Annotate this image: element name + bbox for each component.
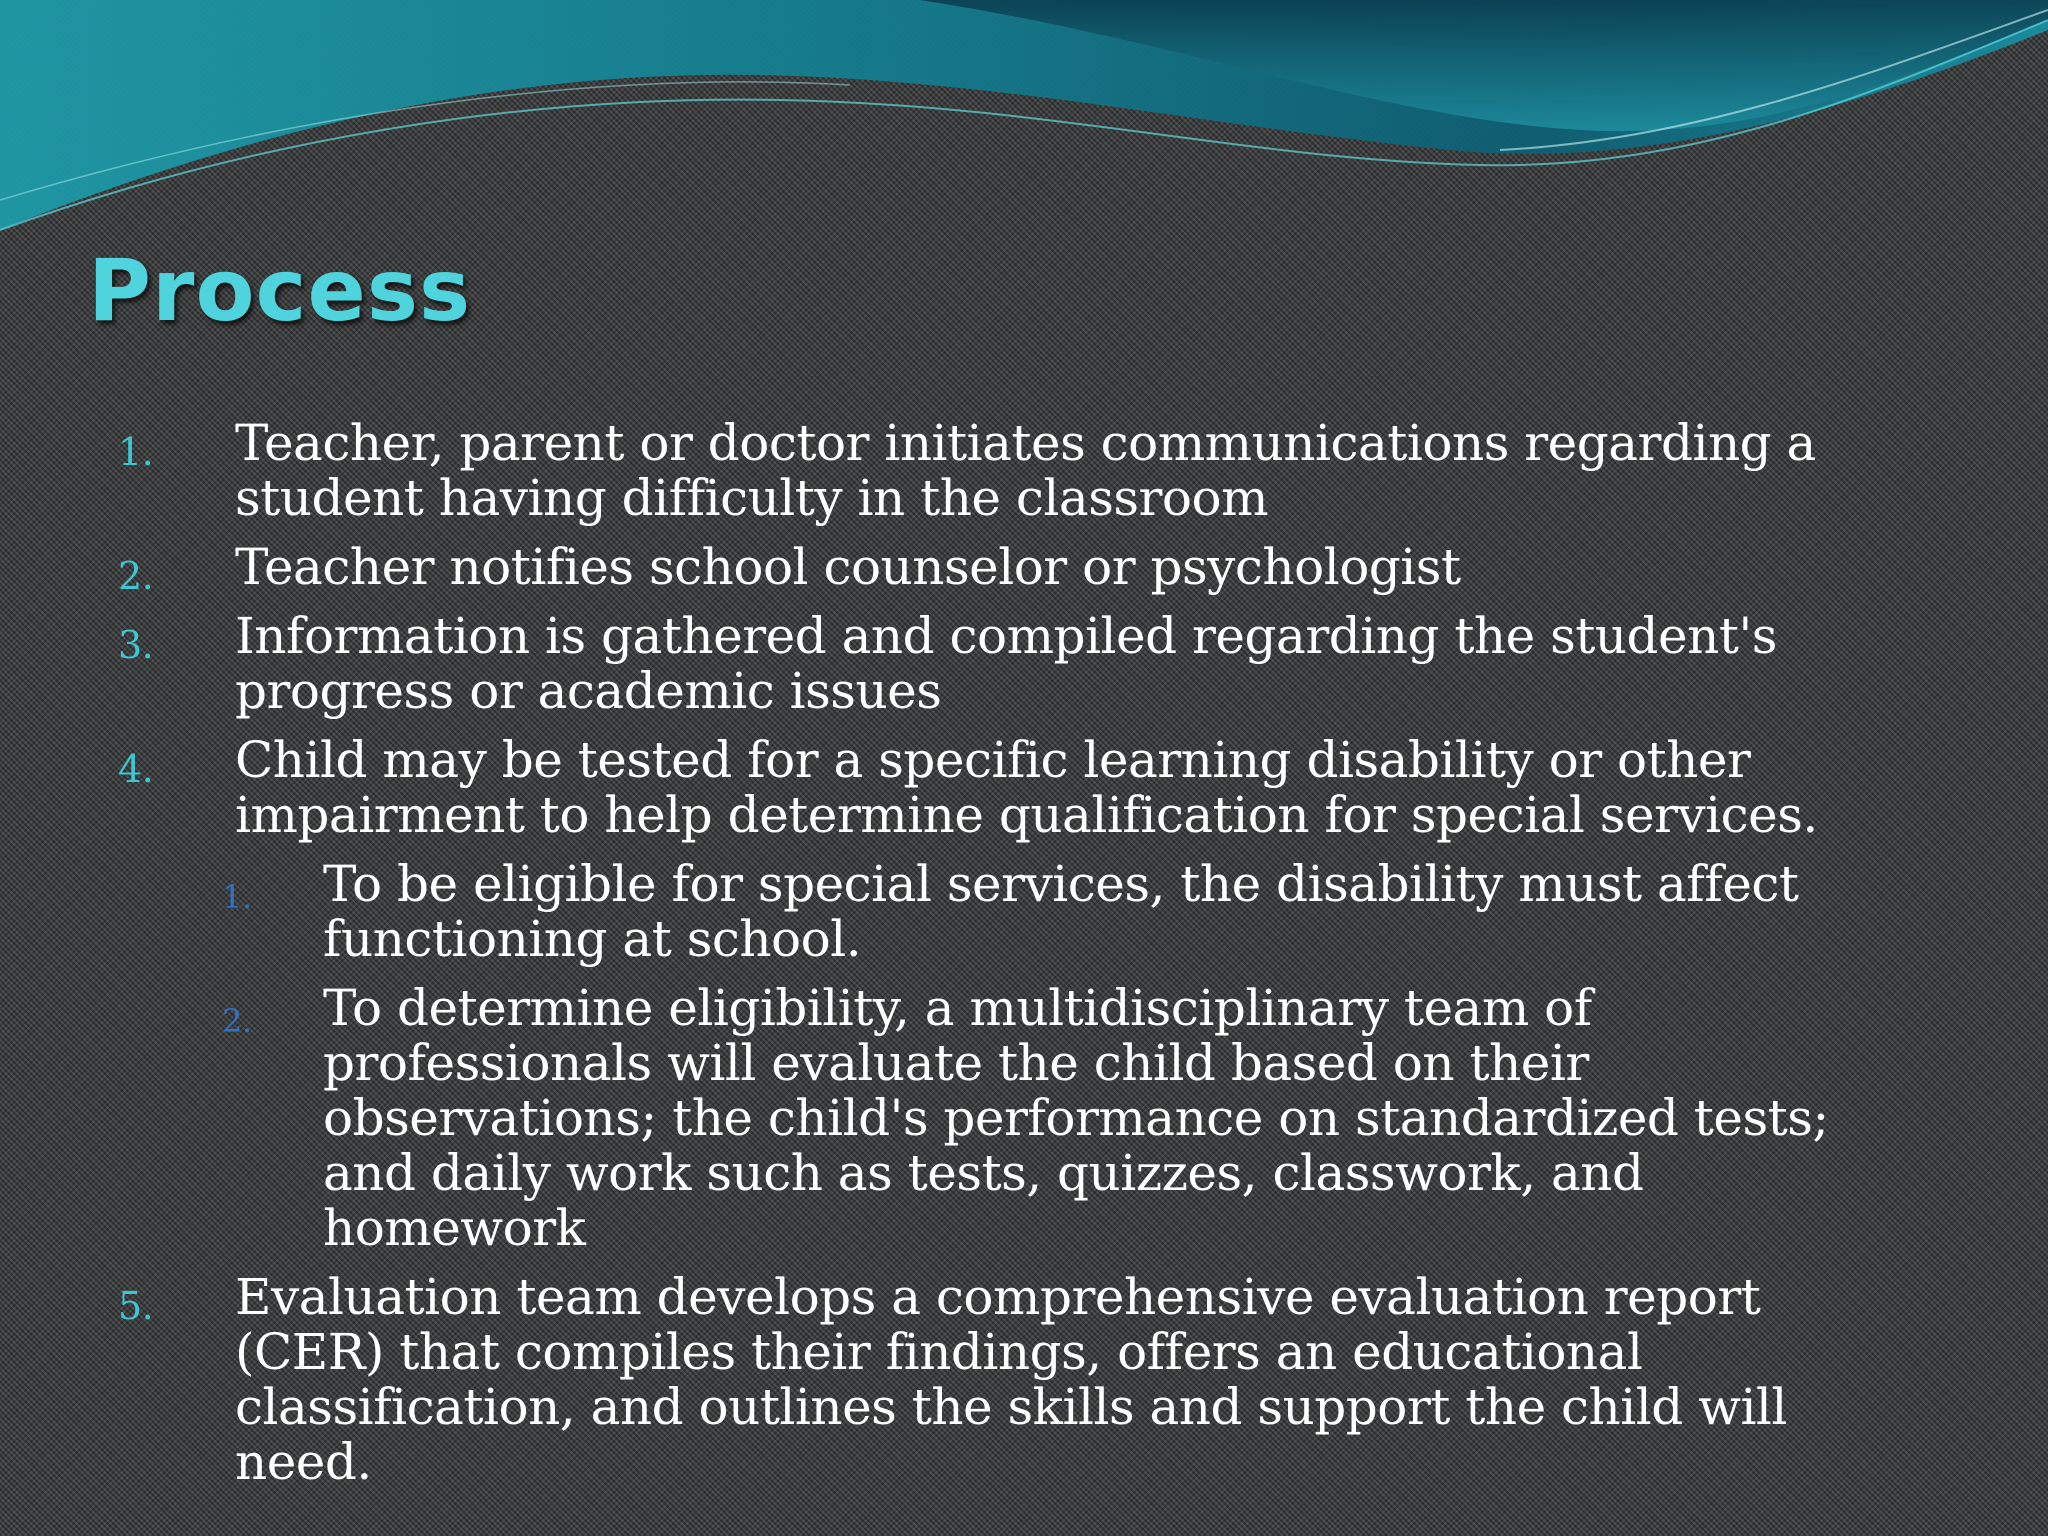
list-number: 3. bbox=[118, 623, 154, 667]
sub-list-item bbox=[0, 857, 2048, 967]
list-item bbox=[0, 1270, 2048, 1490]
process-list bbox=[0, 416, 2048, 1504]
sub-list-text: To determine eligibility, a multidisciplinary team of professionals will evaluate the child based on their observations; the child's performance on standardized tests; and daily work such as tests, quizzes, classwork, and homework bbox=[323, 979, 1829, 1257]
list-item bbox=[0, 416, 2048, 526]
list-text: Child may be tested for a specific learning disability or other impairment to help determine qualification for special services. bbox=[235, 731, 1818, 844]
list-item bbox=[0, 538, 2048, 598]
slide-title: Process bbox=[88, 241, 472, 341]
list-number: 2. bbox=[118, 554, 154, 598]
list-number: 1. bbox=[118, 430, 154, 474]
sub-list-text: To be eligible for special services, the disability must affect functioning at school. bbox=[323, 855, 1799, 968]
sub-list-number: 2. bbox=[222, 1002, 252, 1040]
list-text: Evaluation team develops a comprehensive evaluation report (CER) that compiles their findings, offers an educational classification, and outlines the skills and support the child will need. bbox=[235, 1268, 1787, 1491]
list-text: Teacher notifies school counselor or psychologist bbox=[235, 538, 1461, 596]
list-text: Teacher, parent or doctor initiates communications regarding a student having difficulty in the classroom bbox=[235, 414, 1816, 527]
list-item bbox=[0, 609, 2048, 719]
list-item bbox=[0, 733, 2048, 843]
list-number: 4. bbox=[118, 747, 154, 791]
list-number: 5. bbox=[118, 1284, 154, 1328]
decorative-wave-header bbox=[0, 0, 2048, 240]
sub-list-item bbox=[0, 981, 2048, 1256]
sub-list-number: 1. bbox=[222, 878, 252, 916]
list-text: Information is gathered and compiled regarding the student's progress or academic issues bbox=[235, 607, 1777, 720]
